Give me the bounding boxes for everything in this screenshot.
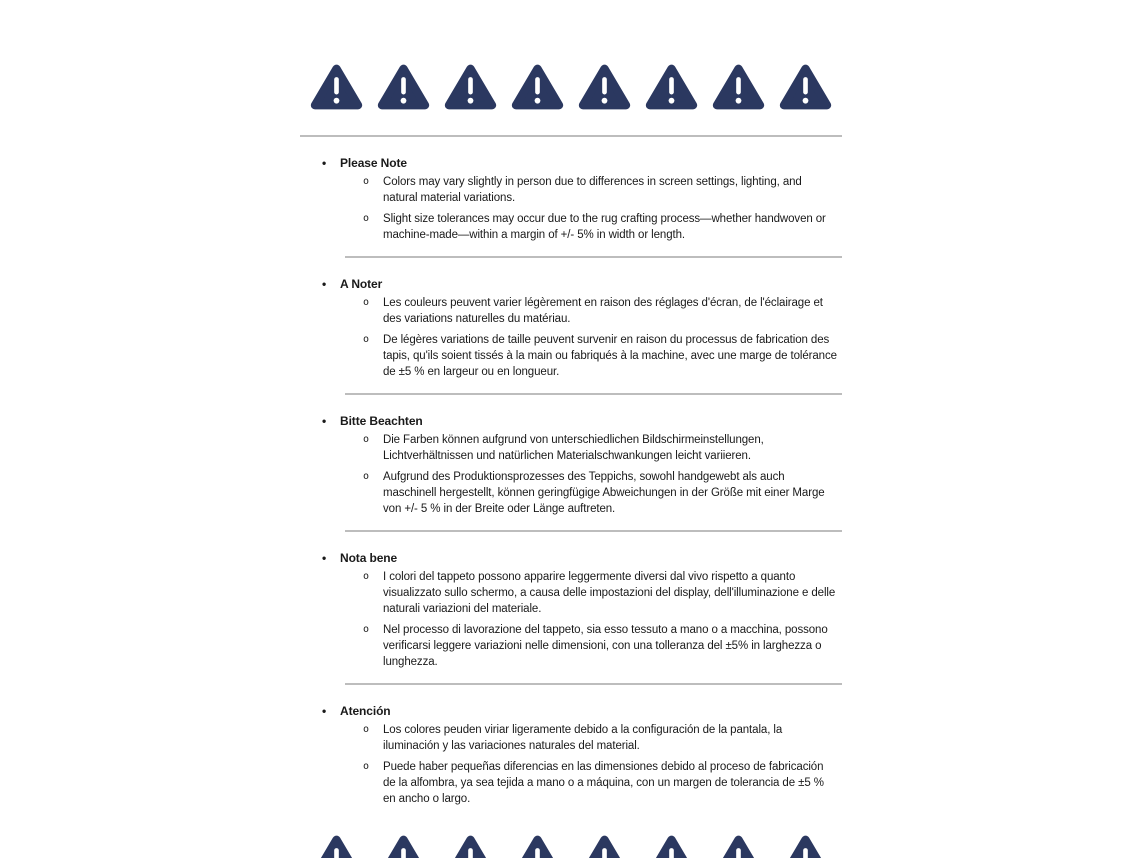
sub-bullet-marker: o — [363, 761, 370, 772]
warning-triangle-icon — [377, 833, 430, 858]
list-item-text: Puede haber pequeñas diferencias en las dimensiones debido al proceso de fabricación de la alfombra, ya sea tejida a mano o a máquina, con un margen de tolerancia de ±5 % en ancho o largo. — [383, 761, 824, 805]
warning-row-top — [300, 62, 842, 112]
note-section — [300, 277, 842, 395]
warning-triangle-icon — [377, 62, 430, 112]
section-title: A Noter — [340, 277, 383, 291]
warning-triangle-icon — [444, 833, 497, 858]
sub-bullet-marker: o — [363, 176, 370, 187]
list-item — [363, 469, 842, 517]
warning-triangle-icon — [779, 833, 832, 858]
note-section — [300, 156, 842, 258]
section-heading-row — [322, 704, 842, 719]
bullet-marker: • — [322, 704, 327, 718]
document-content — [300, 0, 842, 858]
list-item-text: Les couleurs peuvent varier légèrement en raison des réglages d'écran, de l'éclairage et des variations naturelles du matériau. — [383, 297, 823, 325]
sub-list — [300, 432, 842, 517]
sub-list — [300, 174, 842, 243]
list-item-text: De légères variations de taille peuvent survenir en raison du processus de fabrication des tapis, qu'ils soient tissés à la main ou fabriqués à la machine, avec une marge de tolérance de ±5 % en largeur ou en longueur. — [383, 334, 837, 378]
section-heading-row — [322, 414, 842, 429]
warning-triangle-icon — [511, 62, 564, 112]
warning-triangle-icon — [444, 62, 497, 112]
list-item — [363, 622, 842, 670]
warning-triangle-icon — [645, 833, 698, 858]
section-heading-row — [322, 551, 842, 566]
section-divider — [345, 393, 842, 395]
section-heading-row — [322, 277, 842, 292]
sub-bullet-marker: o — [363, 571, 370, 582]
list-item — [363, 722, 842, 754]
sub-list — [300, 295, 842, 380]
section-title: Bitte Beachten — [340, 414, 423, 428]
top-divider — [300, 135, 842, 137]
list-item-text: Slight size tolerances may occur due to the rug crafting process—whether handwoven or machine-made—within a margin of +/- 5% in width or length. — [383, 213, 826, 241]
warning-triangle-icon — [712, 62, 765, 112]
note-section — [300, 414, 842, 532]
list-item-text: Die Farben können aufgrund von unterschiedlichen Bildschirmeinstellungen, Lichtverhältnissen und natürlichen Materialschwankungen leicht variieren. — [383, 434, 764, 462]
warning-triangle-icon — [578, 62, 631, 112]
warning-triangle-icon — [645, 62, 698, 112]
sub-bullet-marker: o — [363, 471, 370, 482]
list-item — [363, 759, 842, 807]
bullet-marker: • — [322, 551, 327, 565]
list-item — [363, 432, 842, 464]
section-divider — [345, 683, 842, 685]
sub-list — [300, 722, 842, 807]
sub-bullet-marker: o — [363, 724, 370, 735]
warning-triangle-icon — [310, 62, 363, 112]
bullet-marker: • — [322, 277, 327, 291]
warning-row-bottom — [300, 833, 842, 858]
section-title: Nota bene — [340, 551, 398, 565]
list-item — [363, 569, 842, 617]
list-item — [363, 174, 842, 206]
sub-bullet-marker: o — [363, 334, 370, 345]
warning-triangle-icon — [511, 833, 564, 858]
list-item — [363, 332, 842, 380]
warning-triangle-icon — [712, 833, 765, 858]
list-item-text: I colori del tappeto possono apparire leggermente diversi dal vivo rispetto a quanto visualizzato sullo schermo, a causa delle impostazioni del display, dell'illuminazione e delle naturali variazioni del materiale. — [383, 571, 836, 615]
warning-triangle-icon — [578, 833, 631, 858]
sub-bullet-marker: o — [363, 624, 370, 635]
list-item-text: Aufgrund des Produktionsprozesses des Teppichs, sowohl handgewebt als auch maschinell hergestellt, können geringfügige Abweichungen in der Größe mit einer Marge von +/- 5 % in der Breite oder Länge auftreten. — [383, 471, 825, 515]
sections-container — [300, 156, 842, 807]
sub-bullet-marker: o — [363, 297, 370, 308]
list-item-text: Los colores peuden viriar ligeramente debido a la configuración de la pantala, la iluminación y las variaciones naturales del material. — [383, 724, 783, 752]
sub-bullet-marker: o — [363, 434, 370, 445]
note-section — [300, 704, 842, 807]
note-section — [300, 551, 842, 685]
warning-triangle-icon — [310, 833, 363, 858]
section-heading-row — [322, 156, 842, 171]
section-divider — [345, 530, 842, 532]
bullet-marker: • — [322, 414, 327, 428]
sub-bullet-marker: o — [363, 213, 370, 224]
warning-triangle-icon — [779, 62, 832, 112]
section-title: Atención — [340, 704, 391, 718]
list-item-text: Nel processo di lavorazione del tappeto, sia esso tessuto a mano o a macchina, possono verificarsi leggere variazioni nelle dimensioni, con una tolleranza del ±5% in larghezza o lunghezza. — [383, 624, 828, 668]
section-title: Please Note — [340, 156, 407, 170]
sub-list — [300, 569, 842, 670]
list-item — [363, 295, 842, 327]
section-divider — [345, 256, 842, 258]
list-item — [363, 211, 842, 243]
list-item-text: Colors may vary slightly in person due to differences in screen settings, lighting, and natural material variations. — [383, 176, 802, 204]
bullet-marker: • — [322, 156, 327, 170]
